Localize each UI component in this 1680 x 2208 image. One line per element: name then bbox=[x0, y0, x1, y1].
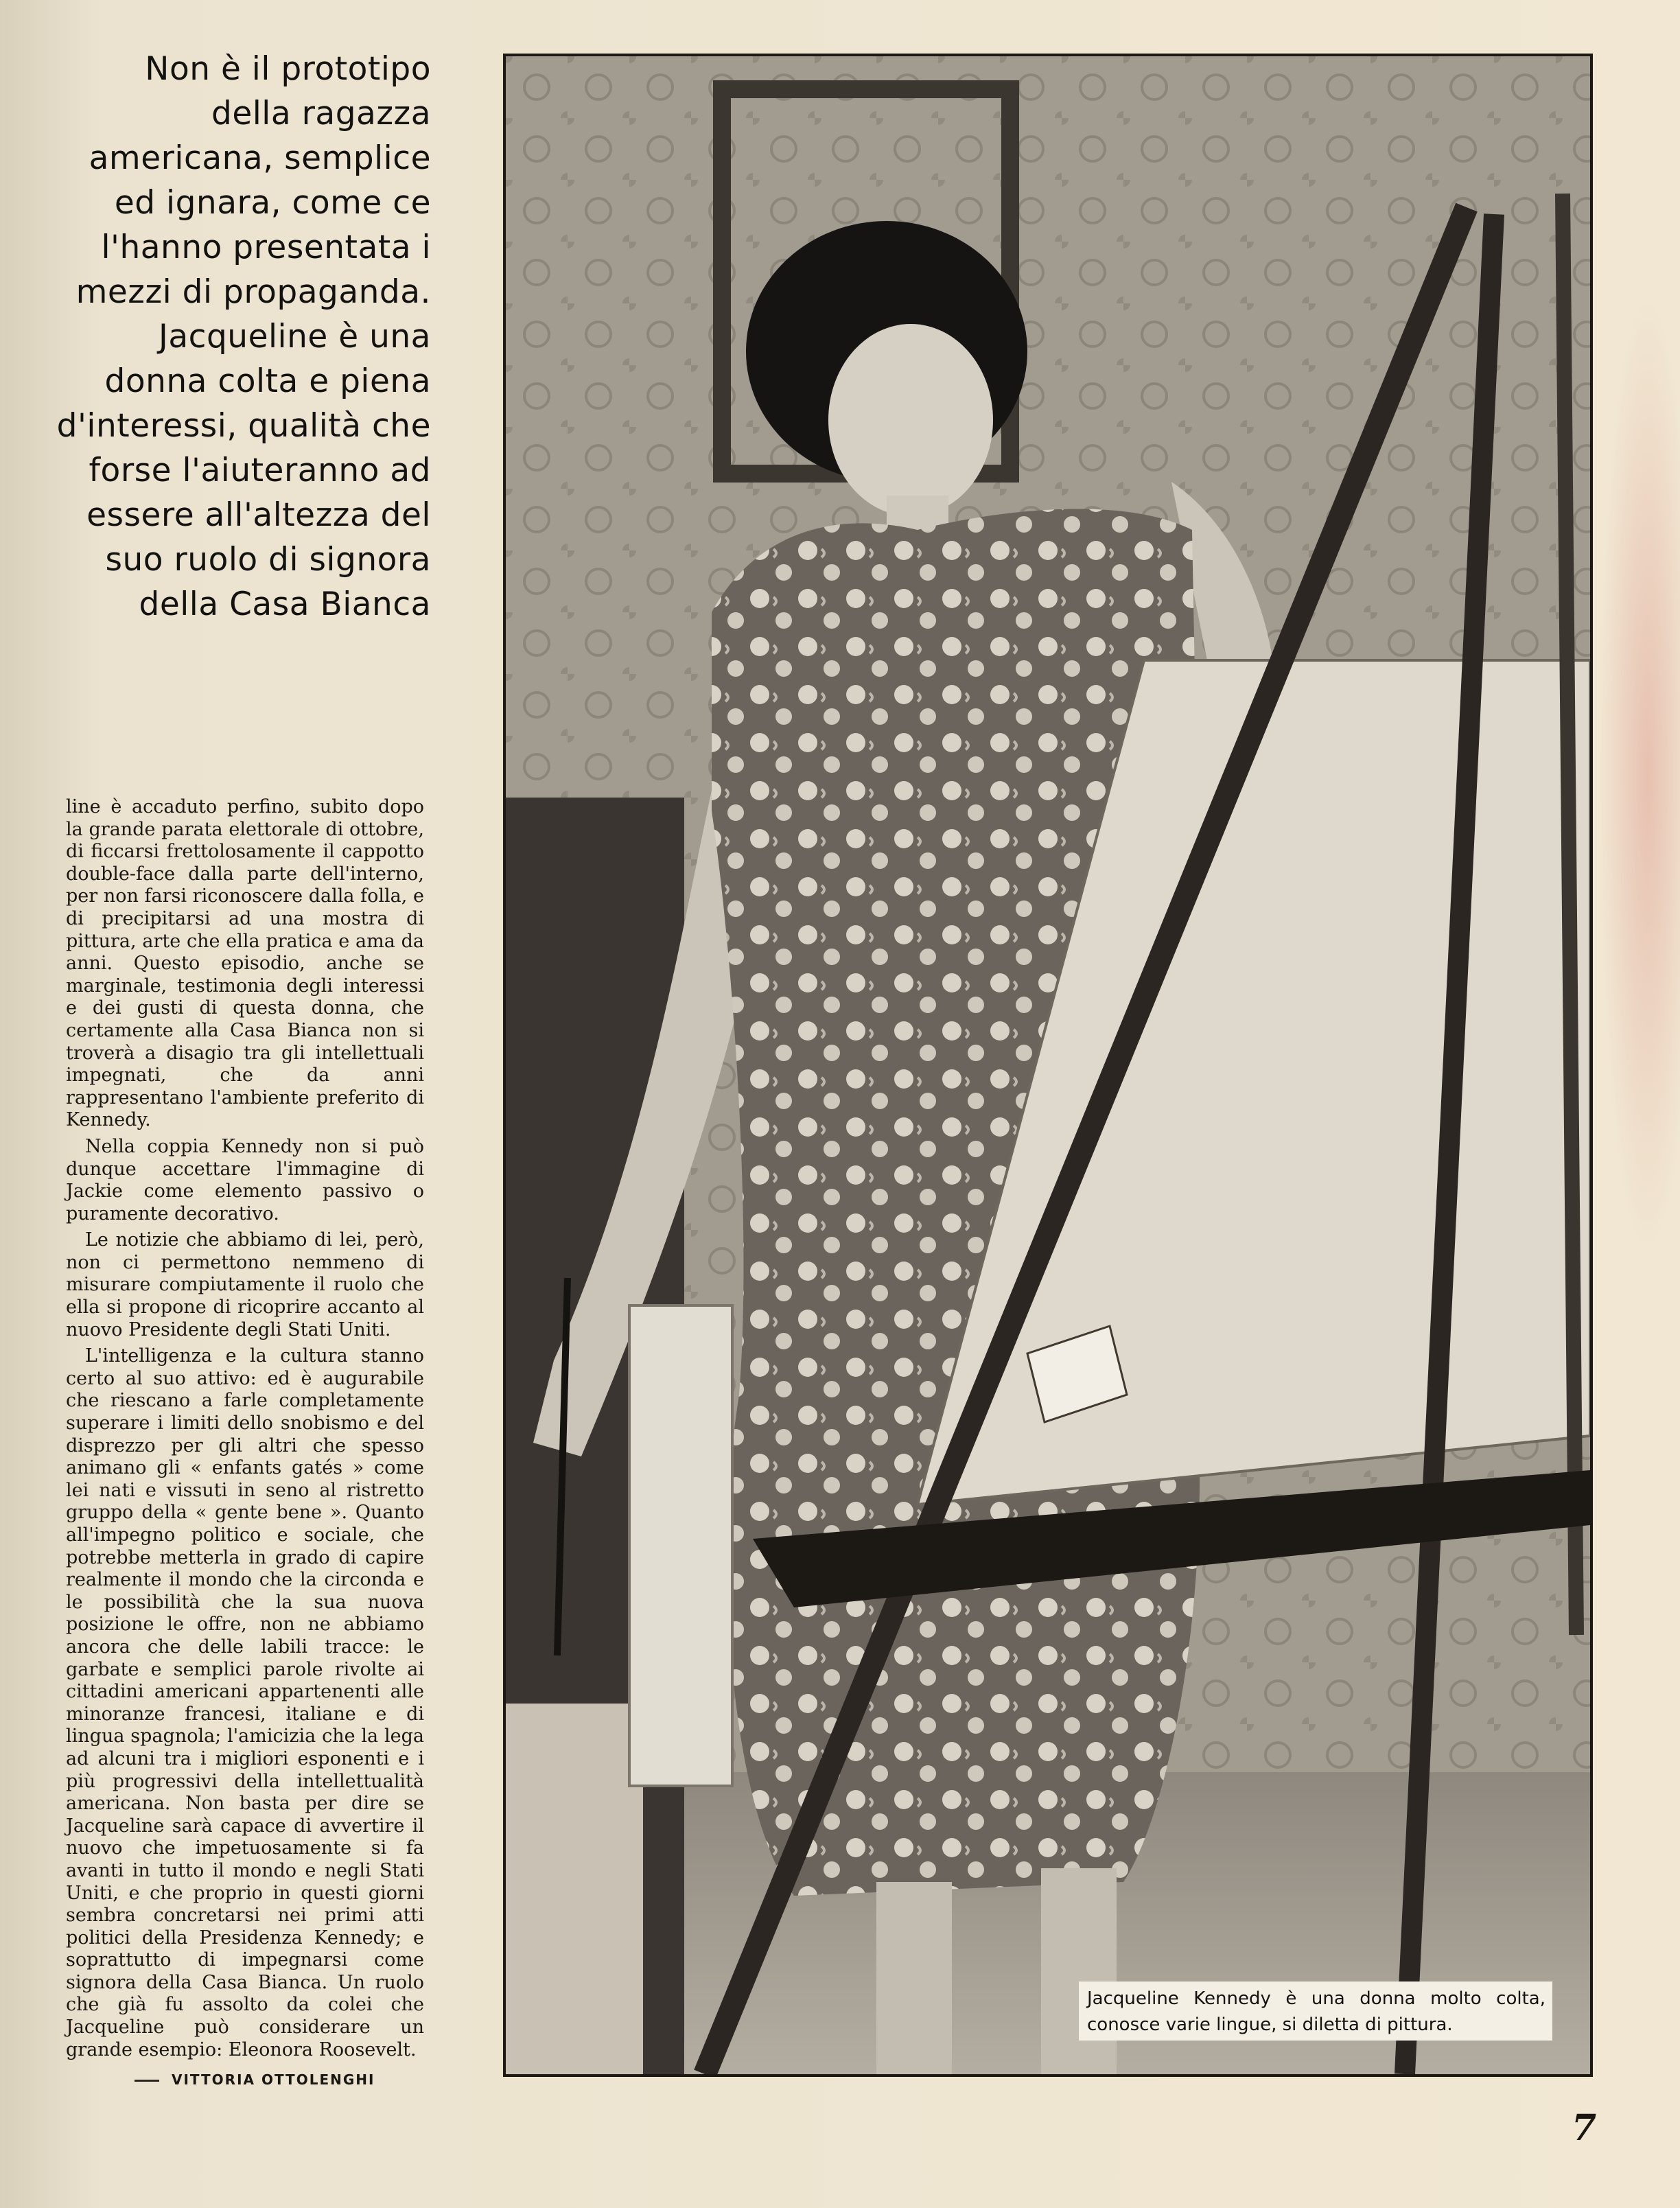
page-number: 7 bbox=[1572, 2107, 1597, 2149]
face bbox=[828, 324, 993, 516]
article-paragraph-4: L'intelligenza e la cultura stanno certo al suo attivo: ed è augurabile che riescano a farle completamente superare i limiti dello snobismo e del disprezzo per gli altri che spesso animano gli « enfants gatés » come lei nati e vissuti in seno al ristretto gruppo della « gente bene ». Quanto all'impegno politico e sociale, che potrebbe metterla in grado di capire realmente il mondo che la circonda e le possibilità che la sua nuova posizione le offre, non ne abbiamo ancora che delle labili tracce: le garbate e semplici parole rivolte ai cittadini americani appartenenti alle minoranze francesi, italiane e di lingua spagnola; l'amicizia che la lega ad alcuni tra i migliori esponenti e i più progressivi della intellettualità americana. Non basta per dire se Jacqueline sarà capace di avvertire il nuovo che impetuosamente si fa avanti in tutto il mondo e negli Stati Uniti, e che proprio in questi giorni sembra concretarsi nei primi atti politici della Presidenza Kennedy; e soprattutto di impegnarsi come signora della Casa Bianca. Un ruolo che già fu assolto da colei che Jacqueline può considerare un grande esempio: Eleonora Roosevelt. bbox=[66, 1345, 424, 2060]
photo bbox=[503, 54, 1593, 2077]
article-column bbox=[66, 796, 424, 2065]
paper-stain bbox=[1599, 295, 1680, 1256]
article-paragraph-3: Le notizie che abbiamo di lei, però, non ci permettono nemmeno di misurare compiutamente il ruolo che ella si propone di ricoprire accanto al nuovo Presidente degli Stati Uniti. bbox=[66, 1229, 424, 1340]
left-leg bbox=[876, 1882, 952, 2074]
article-paragraph-2: Nella coppia Kennedy non si può dunque accettare l'immagine di Jackie come elemento passivo o puramente decorativo. bbox=[66, 1135, 424, 1224]
paint-basket bbox=[506, 1704, 643, 2074]
right-leg bbox=[1041, 1868, 1117, 2074]
headline: Non è il prototipo della ragazza americana, semplice ed ignara, come ce l'hanno presentata i mezzi di propaganda. Jacqueline è una donna colta e piena d'interessi, qualità che forse l'aiuteranno ad essere all'altezza del suo ruolo di signora della Casa Bianca bbox=[56, 50, 431, 623]
photo-illustration bbox=[506, 56, 1590, 2074]
article-paragraph-1: line è accaduto perfino, subito dopo la grande parata elettorale di ottobre, di ficcarsi frettolosamente il cappotto double-face dalla parte dell'interno, per non farsi riconoscere dalla folla, e di precipitarsi ad una mostra di pittura, arte che ella pratica e ama da anni. Questo episodio, anche se marginale, testimonia degli interessi e dei gusti di questa donna, che certamente alla Casa Bianca non si troverà a disagio tra gli intellettuali impegnati, che da anni rappresentano l'ambiente preferito di Kennedy. bbox=[66, 796, 424, 1131]
paint-box bbox=[629, 1305, 732, 1786]
photo-caption: Jacqueline Kennedy è una donna molto colta, conosce varie lingue, si diletta di pittura. bbox=[1079, 1982, 1552, 2041]
byline-dash bbox=[135, 2080, 159, 2082]
byline: VITTORIA OTTOLENGHI bbox=[172, 2071, 375, 2088]
